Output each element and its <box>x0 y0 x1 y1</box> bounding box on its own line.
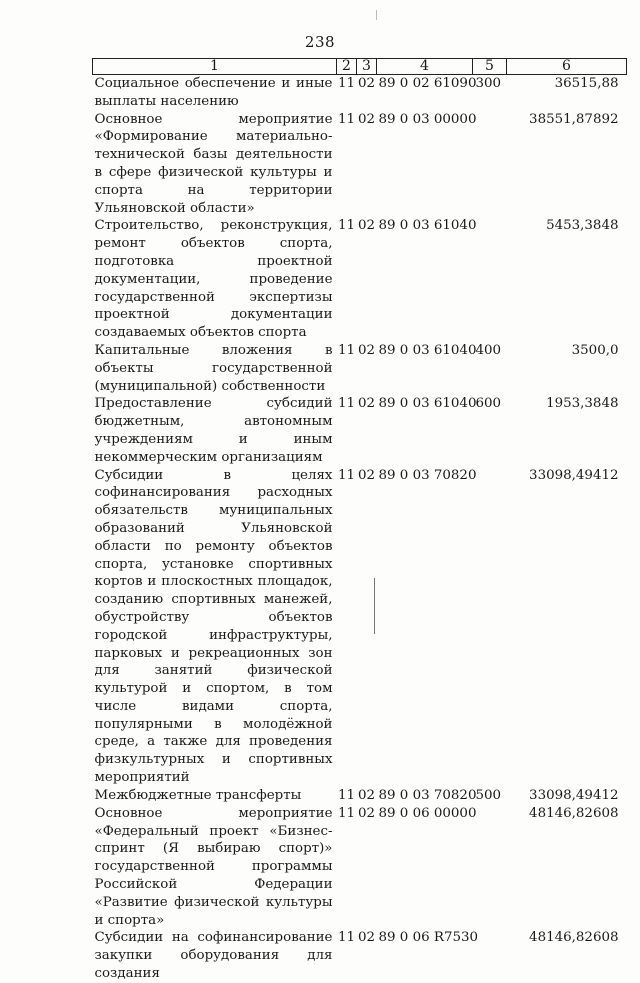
row-expense-type: 500 <box>475 787 502 803</box>
column-header-target-article: 4 <box>377 59 473 75</box>
row-subsection: 02 <box>357 342 376 358</box>
row-name: Капитальные вложения в объекты государственной (муниципальной) собственности <box>94 342 333 394</box>
row-section: 11 <box>337 218 356 234</box>
row-expense-type: 400 <box>475 342 502 358</box>
row-section: 11 <box>337 787 356 803</box>
row-section: 11 <box>337 111 356 127</box>
row-section: 11 <box>337 805 356 821</box>
row-subsection: 02 <box>357 396 376 412</box>
row-target-article: 89 0 03 70820 <box>378 787 477 803</box>
row-amount: 1953,3848 <box>546 396 619 412</box>
table-row <box>93 929 627 982</box>
row-subsection: 02 <box>357 76 376 91</box>
row-subsection: 02 <box>357 930 376 946</box>
row-amount: 3500,0 <box>571 342 619 358</box>
row-subsection: 02 <box>357 805 376 821</box>
table-row <box>93 805 627 930</box>
row-target-article: 89 0 03 70820 <box>378 467 477 483</box>
row-expense-type <box>473 929 507 982</box>
table-row <box>93 467 627 787</box>
row-name: Субсидии в целях софинансирования расходных обязательств муниципальных образований Ульяновской области по ремонту объектов спорта, установке спортивных кортов и плоскостных площадок, созданию спортивных манежей, обустройству объектов городской инфраструктуры, парковых и рекреационных зон для занятий физической культурой и спортом, в том числе видами спорта, популярными в молодёжной среде, а также для проведения физкультурных и спортивных мероприятий <box>94 467 333 786</box>
row-section: 11 <box>337 76 356 91</box>
row-name: Межбюджетные трансферты <box>94 787 302 803</box>
row-name: Предоставление субсидий бюджетным, автономным учреждениям и иным некоммерческим организациям <box>94 396 333 465</box>
table-row <box>93 75 627 111</box>
row-expense-type <box>473 805 507 930</box>
row-amount: 38551,87892 <box>529 111 619 127</box>
header-row <box>93 59 627 75</box>
row-expense-type: 600 <box>475 396 502 412</box>
row-amount: 48146,82608 <box>529 805 619 821</box>
row-amount: 33098,49412 <box>529 467 619 483</box>
row-subsection: 02 <box>357 218 376 234</box>
row-expense-type <box>473 111 507 218</box>
row-expense-type: 300 <box>475 76 502 91</box>
column-header-name: 1 <box>93 59 337 75</box>
scan-artifact-mark <box>376 10 377 20</box>
row-expense-type <box>473 467 507 787</box>
row-target-article: 89 0 06 00000 <box>378 805 477 821</box>
table-row <box>93 342 627 395</box>
row-section: 11 <box>337 342 356 358</box>
row-target-article: 89 0 03 00000 <box>378 111 477 127</box>
row-name: Основное мероприятие «Формирование материально-технической базы деятельности в сфере физической культуры и спорта на территории Ульяновской области» <box>94 111 333 216</box>
row-target-article: 89 0 03 61040 <box>378 218 477 234</box>
scan-artifact-line <box>374 578 375 634</box>
row-name: Основное мероприятие «Федеральный проект «Бизнес-спринт (Я выбираю спорт)» государственной программы Российской Федерации «Развитие физической культуры и спорта» <box>94 805 333 928</box>
row-amount: 48146,82608 <box>529 930 619 946</box>
row-name: Субсидии на софинансирование закупки оборудования для создания <box>94 930 333 982</box>
row-target-article: 89 0 03 61040 <box>378 342 477 358</box>
table-row <box>93 111 627 218</box>
row-target-article: 89 0 06 R7530 <box>378 930 479 946</box>
table-row <box>93 217 627 342</box>
table-header <box>93 59 627 75</box>
column-header-amount: 6 <box>507 59 627 75</box>
row-target-article: 89 0 03 61040 <box>378 396 477 412</box>
row-name: Социальное обеспечение и иные выплаты населению <box>94 76 333 109</box>
row-target-article: 89 0 02 61090 <box>378 76 477 91</box>
column-header-section: 2 <box>337 59 357 75</box>
column-header-subsection: 3 <box>357 59 377 75</box>
table-row <box>93 787 627 805</box>
row-section: 11 <box>337 930 356 946</box>
row-subsection: 02 <box>357 111 376 127</box>
row-section: 11 <box>337 467 356 483</box>
row-name: Строительство, реконструкция, ремонт объектов спорта, подготовка проектной документации, проведение государственной экспертизы проектной документации создаваемых объектов спорта <box>94 218 333 341</box>
row-expense-type <box>473 217 507 342</box>
row-subsection: 02 <box>357 787 376 803</box>
row-amount: 5453,3848 <box>546 218 619 234</box>
row-amount: 33098,49412 <box>529 787 619 803</box>
table-body <box>93 75 627 983</box>
budget-table <box>92 58 627 983</box>
row-amount: 36515,88 <box>554 76 619 91</box>
row-subsection: 02 <box>357 467 376 483</box>
page-number: 238 <box>304 33 336 51</box>
column-header-expense-type: 5 <box>473 59 507 75</box>
row-section: 11 <box>337 396 356 412</box>
table-row <box>93 395 627 466</box>
